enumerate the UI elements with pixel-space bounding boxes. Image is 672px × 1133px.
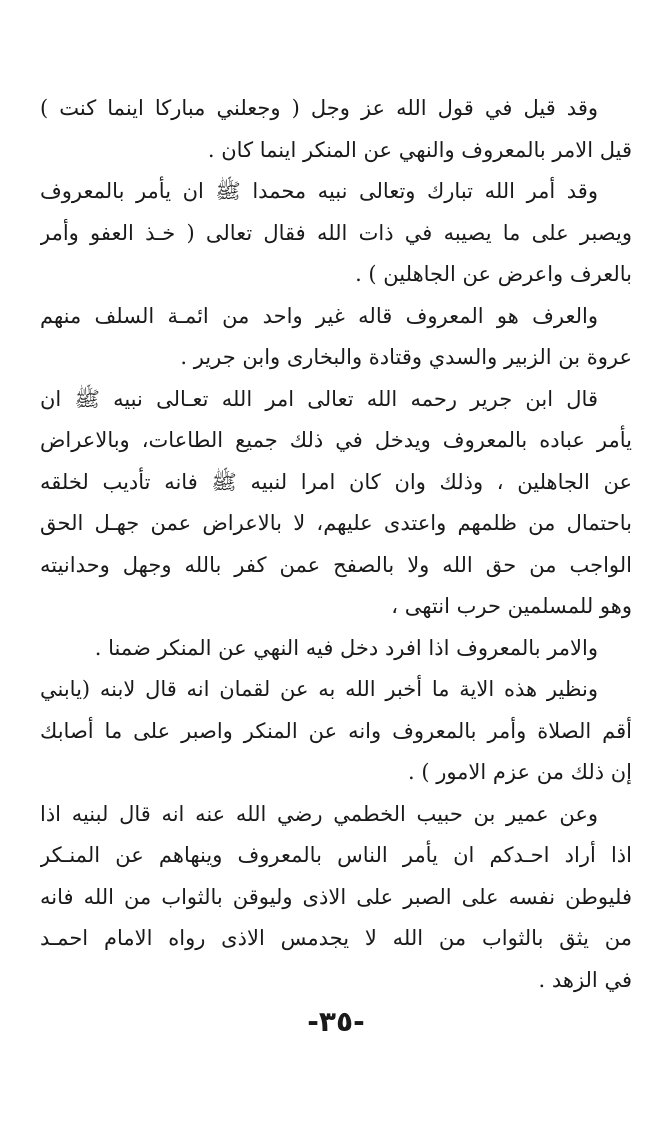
text-line: ونظير هذه الاية ما أخبر الله به عن لقمان انه قال لابنه (يابني (40, 677, 598, 701)
text-line: وهو للمسلمين حرب انتهى ، (391, 594, 632, 618)
text-line: وقد أمر الله تبارك وتعالى نبيه محمدا ﷺ ان يأمر بالمعروف (40, 179, 598, 203)
text-line: والعرف هو المعروف قاله غير واحد من ائمـة السلف منهم (40, 303, 598, 328)
text-line: قال ابن جرير رحمه الله تعالى امر الله تعـالى نبيه ﷺ ان (40, 386, 598, 411)
text-line: وعن عمير بن حبيب الخطمي رضي الله عنه انه قال لبنيه اذا (40, 801, 598, 826)
text-line: من يثق بالثواب من الله لا يجدمس الاذى رواه الامام احمـد (40, 926, 632, 950)
page-body (40, 88, 632, 1001)
text-line: بالعرف واعرض عن الجاهلين ) . (355, 262, 632, 286)
text-line: إن ذلك من عزم الامور ) . (407, 760, 632, 784)
text-line: أقم الصلاة وأمر بالمعروف وانه عن المنكر واصبر على ما أصابك (40, 718, 632, 743)
text-line: اذا أراد احـدكم ان يأمر الناس بالمعروف وينهاهم عن المنـكر (40, 843, 632, 867)
text-line: يأمر عباده بالمعروف ويدخل في ذلك جميع الطاعات، وبالاعراض (40, 428, 632, 452)
text-line: الواجب من حق الله ولا بالصفح عمن كفر بالله وجهل وحدانيته (40, 552, 632, 577)
text-line: فليوطن نفسه على الصبر على الاذى وليوقن بالثواب من الله فانه (40, 884, 632, 909)
text-line: باحتمال من ظلمهم واعتدى عليهم، لا بالاعراض عمن جهـل الحق (40, 511, 632, 535)
text-line: وقد قيل في قول الله عز وجل ( وجعلني مباركا اينما كنت ) (40, 96, 598, 120)
text-line: في الزهد . (538, 967, 632, 992)
text-line: عن الجاهلين ، وذلك وان كان امرا لنبيه ﷺ فانه تأديب لخلقه (40, 469, 632, 494)
text-line: ويصبر على ما يصيبه في ذات الله فقال تعالى ( خـذ العفو وأمر (40, 220, 632, 245)
page-number: -٣٥- (307, 1005, 365, 1038)
text-line: والامر بالمعروف اذا افرد دخل فيه النهي عن المنكر ضمنا . (94, 635, 598, 660)
text-line: قيل الامر بالمعروف والنهي عن المنكر اينما كان . (207, 137, 632, 162)
text-line: عروة بن الزبير والسدي وقتادة والبخارى وابن جرير . (180, 345, 632, 369)
